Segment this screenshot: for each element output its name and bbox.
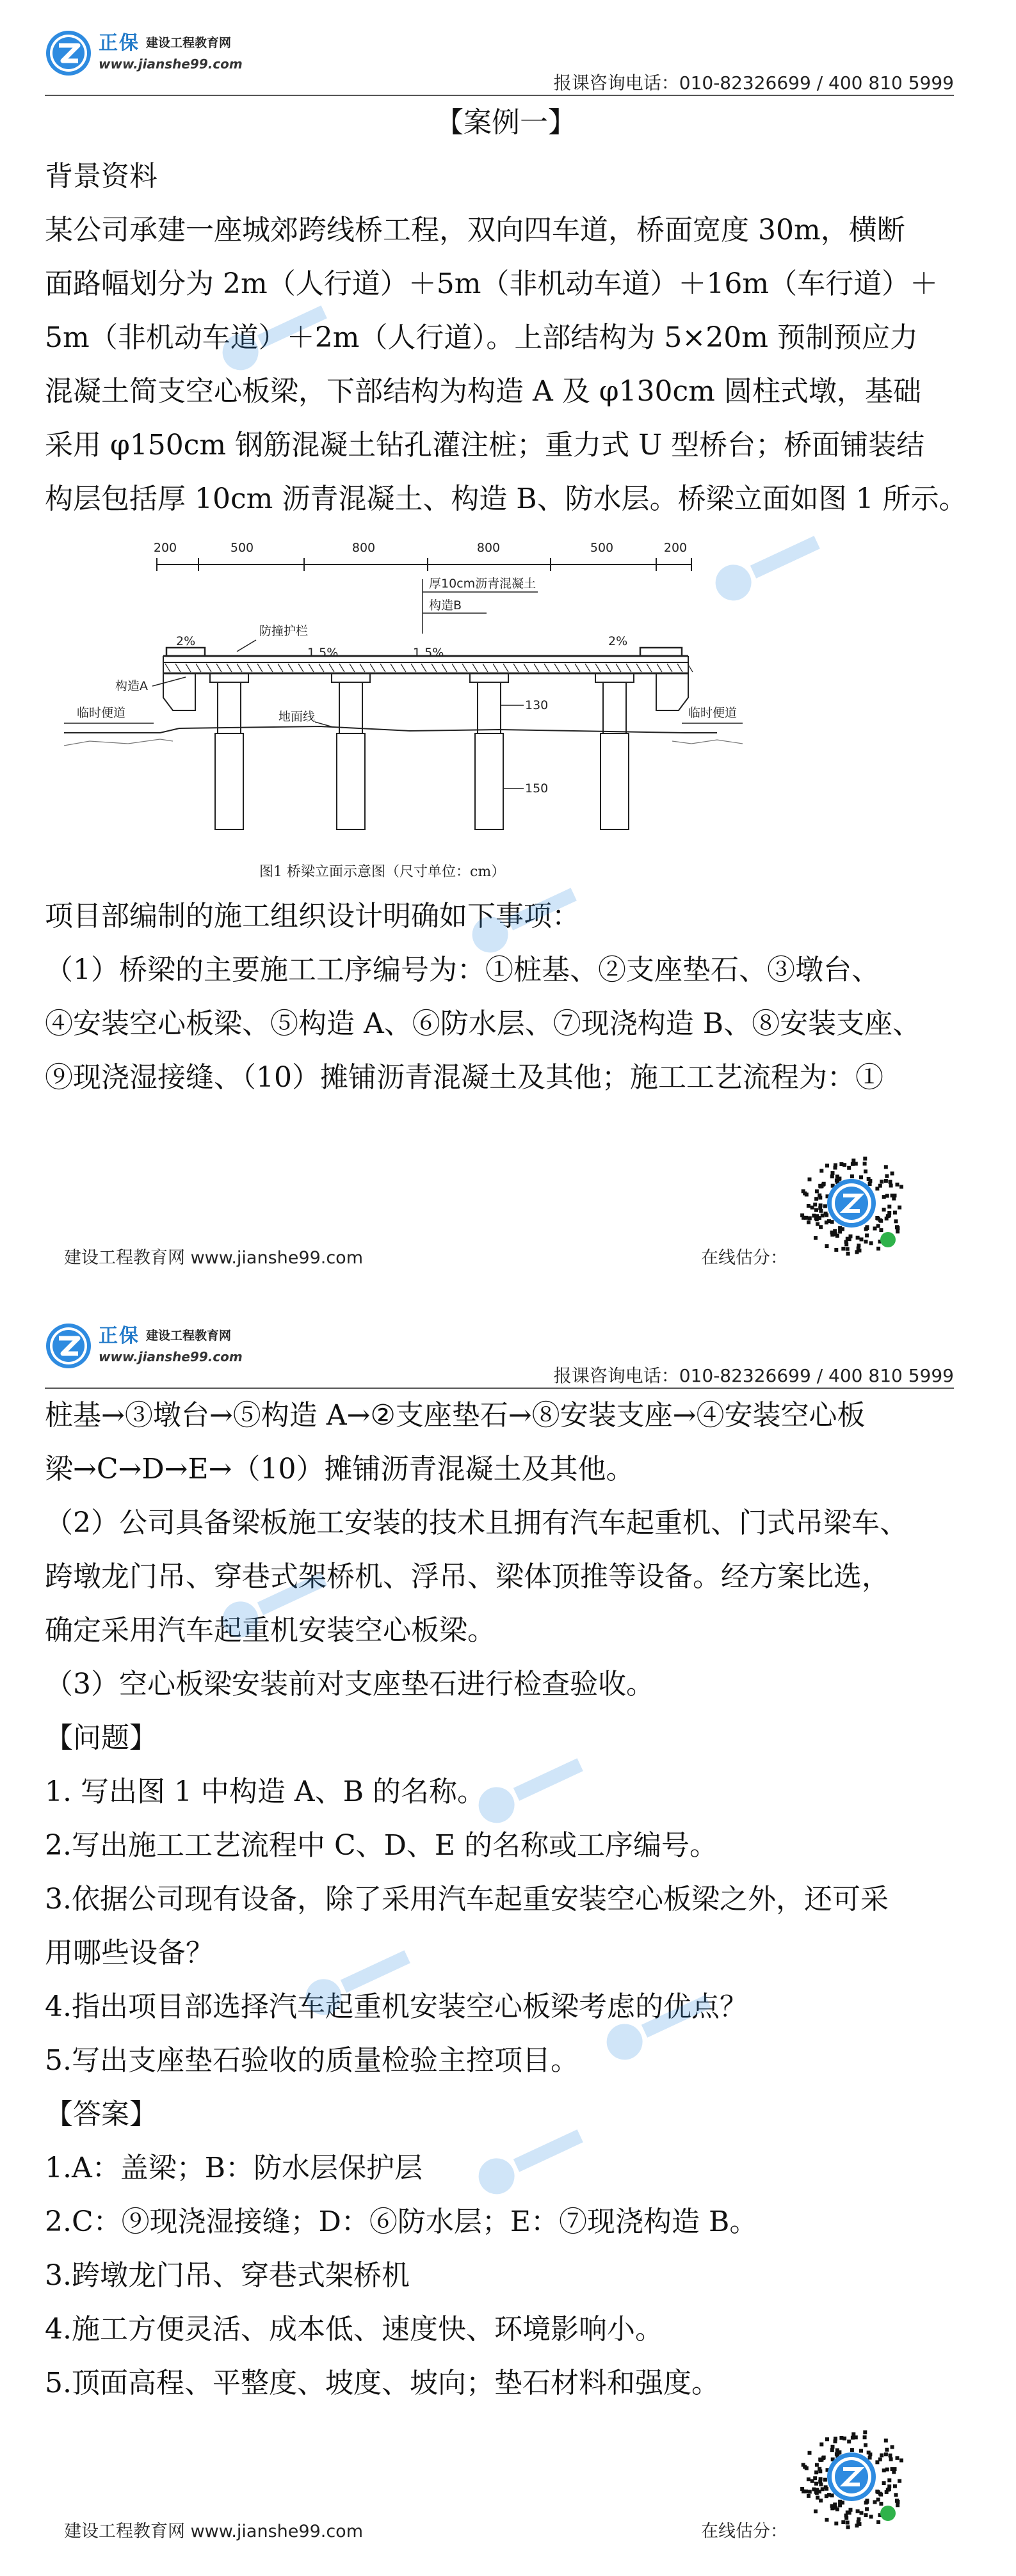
logo-url: www.jianshe99.com xyxy=(99,56,243,72)
text-line: 5m（非机动车道）＋2m（人行道）。上部结构为 5×20m 预制预应力 xyxy=(45,321,918,354)
case-continuation xyxy=(45,1389,967,2410)
pier-3 xyxy=(470,673,508,829)
question-line: 用哪些设备？ xyxy=(45,1937,214,1969)
text-line: 构层包括厚 10cm 沥青混凝土、构造 B、防水层。桥梁立面如图 1 所示。 xyxy=(45,483,967,515)
ground-line xyxy=(64,726,717,733)
deck-hatching xyxy=(165,664,693,672)
pier-4 xyxy=(595,673,634,829)
case-background xyxy=(45,96,967,526)
text-line: 梁→C→D→E→（10）摊铺沥青混凝土及其他。 xyxy=(45,1453,634,1485)
label-road-right: 临时便道 xyxy=(688,706,738,720)
brand-logo[interactable] xyxy=(45,26,352,83)
text-line: 跨墩龙门吊、穿巷式架桥机、浮吊、梁体顶推等设备。经方案比选， xyxy=(45,1560,890,1593)
logo-brand-text: 正保 xyxy=(99,1325,140,1347)
question-line: 3.依据公司现有设备，除了采用汽车起重安装空心板梁之外，还可采 xyxy=(45,1883,889,1916)
dim-label: 200 xyxy=(153,541,177,555)
text-line: （2）公司具备梁板施工安装的技术且拥有汽车起重机、门式吊梁车、 xyxy=(45,1507,908,1539)
case-title: 【案例一】 xyxy=(435,106,576,139)
text-line: 桩基→③墩台→⑤构造 A→②支座垫石→⑧安装支座→④安装空心板 xyxy=(45,1399,866,1432)
construction-items xyxy=(45,890,967,1105)
right-abutment xyxy=(656,673,688,710)
footer-score[interactable]: 在线估分： xyxy=(701,1248,787,1268)
dim-label: 800 xyxy=(476,541,501,555)
page-footer xyxy=(0,2422,1016,2544)
text-line: 面路幅划分为 2m（人行道）＋5m（非机动车道）＋16m（车行道）＋ xyxy=(45,268,939,300)
answers-heading: 【答案】 xyxy=(45,2098,157,2131)
answer-line: 4.施工方便灵活、成本低、速度快、环境影响小。 xyxy=(45,2313,663,2346)
page-header xyxy=(45,1293,954,1389)
text-line: 采用 φ150cm 钢筋混凝土钻孔灌注桩；重力式 U 型桥台；桥面铺装结 xyxy=(45,429,925,461)
label-slope-left: 2% xyxy=(176,634,196,648)
hotline-text: 报课咨询电话：010-82326699 / 400 810 5999 xyxy=(553,72,954,93)
section-heading: 背景资料 xyxy=(45,160,157,193)
label-guardrail: 防撞护栏 xyxy=(259,624,309,638)
dim-label: 500 xyxy=(590,541,614,555)
logo-url: www.jianshe99.com xyxy=(99,1349,243,1364)
text-line: 项目部编制的施工组织设计明确如下事项： xyxy=(45,900,580,932)
text-line: 确定采用汽车起重机安装空心板梁。 xyxy=(45,1614,496,1647)
label-pier-diameter: 130 xyxy=(525,698,549,712)
question-line: 1. 写出图 1 中构造 A、B 的名称。 xyxy=(45,1775,486,1808)
label-slope-inner-right: 1.5% xyxy=(413,646,444,660)
page-header xyxy=(45,0,954,96)
document-page-2 xyxy=(0,1293,1016,2576)
answer-line: 5.顶面高程、平整度、坡度、坡向；垫石材料和强度。 xyxy=(45,2367,720,2399)
qr-code-icon[interactable] xyxy=(791,1149,912,1258)
page-footer xyxy=(0,1149,1016,1270)
dim-label: 200 xyxy=(663,541,688,555)
logo-subtitle: 建设工程教育网 xyxy=(146,36,232,50)
bridge-elevation-figure xyxy=(51,525,755,890)
text-line: ⑨现浇湿接缝、（10）摊铺沥青混凝土及其他；施工工艺流程为：① xyxy=(45,1061,883,1094)
text-line: （3）空心板梁安装前对支座垫石进行检查验收。 xyxy=(45,1668,654,1700)
label-structure-a: 构造A xyxy=(115,679,148,693)
label-slope-right: 2% xyxy=(608,634,628,648)
logo-brand-text: 正保 xyxy=(99,32,140,54)
label-pile-diameter: 150 xyxy=(525,781,549,796)
pier-1 xyxy=(210,673,248,829)
logo-mark-icon xyxy=(45,29,92,77)
qr-code-icon[interactable] xyxy=(791,2422,912,2531)
text-line: 某公司承建一座城郊跨线桥工程，双向四车道，桥面宽度 30m，横断 xyxy=(45,214,905,246)
answer-line: 3.跨墩龙门吊、穿巷式架桥机 xyxy=(45,2259,410,2292)
question-line: 5.写出支座垫石验收的质量检验主控项目。 xyxy=(45,2044,579,2077)
answer-line: 2.C：⑨现浇湿接缝；D：⑥防水层；E：⑦现浇构造 B。 xyxy=(45,2205,758,2238)
text-line: （1）桥梁的主要施工工序编号为：①桩基、②支座垫石、③墩台、 xyxy=(45,954,880,986)
label-road-left: 临时便道 xyxy=(77,706,126,720)
text-line: ④安装空心板梁、⑤构造 A、⑥防水层、⑦现浇构造 B、⑧安装支座、 xyxy=(45,1007,921,1040)
text-line: 混凝土简支空心板梁，下部结构为构造 A 及 φ130cm 圆柱式墩，基础 xyxy=(45,375,921,408)
figure-caption: 图1 桥梁立面示意图（尺寸单位：cm） xyxy=(259,864,506,880)
pier-2 xyxy=(332,673,370,829)
footer-score[interactable]: 在线估分： xyxy=(701,2522,787,2541)
label-ground: 地面线 xyxy=(278,710,316,724)
dim-label: 800 xyxy=(351,541,376,555)
logo-mark-icon xyxy=(45,1322,92,1370)
questions-heading: 【问题】 xyxy=(45,1722,157,1754)
question-line: 2.写出施工工艺流程中 C、D、E 的名称或工序编号。 xyxy=(45,1829,718,1862)
logo-subtitle: 建设工程教育网 xyxy=(146,1329,232,1343)
question-line: 4.指出项目部选择汽车起重机安装空心板梁考虑的优点？ xyxy=(45,1990,748,2023)
hotline-text: 报课咨询电话：010-82326699 / 400 810 5999 xyxy=(553,1365,954,1386)
label-asphalt: 厚10cm沥青混凝土 xyxy=(429,577,536,591)
brand-logo[interactable] xyxy=(45,1318,352,1376)
label-structure-b: 构造B xyxy=(429,598,462,612)
label-slope-inner-left: 1.5% xyxy=(307,646,339,660)
footer-site[interactable]: 建设工程教育网 www.jianshe99.com xyxy=(64,2522,363,2541)
dim-label: 500 xyxy=(230,541,254,555)
answer-line: 1.A：盖梁；B：防水层保护层 xyxy=(45,2152,423,2184)
footer-site[interactable]: 建设工程教育网 www.jianshe99.com xyxy=(64,1248,363,1268)
